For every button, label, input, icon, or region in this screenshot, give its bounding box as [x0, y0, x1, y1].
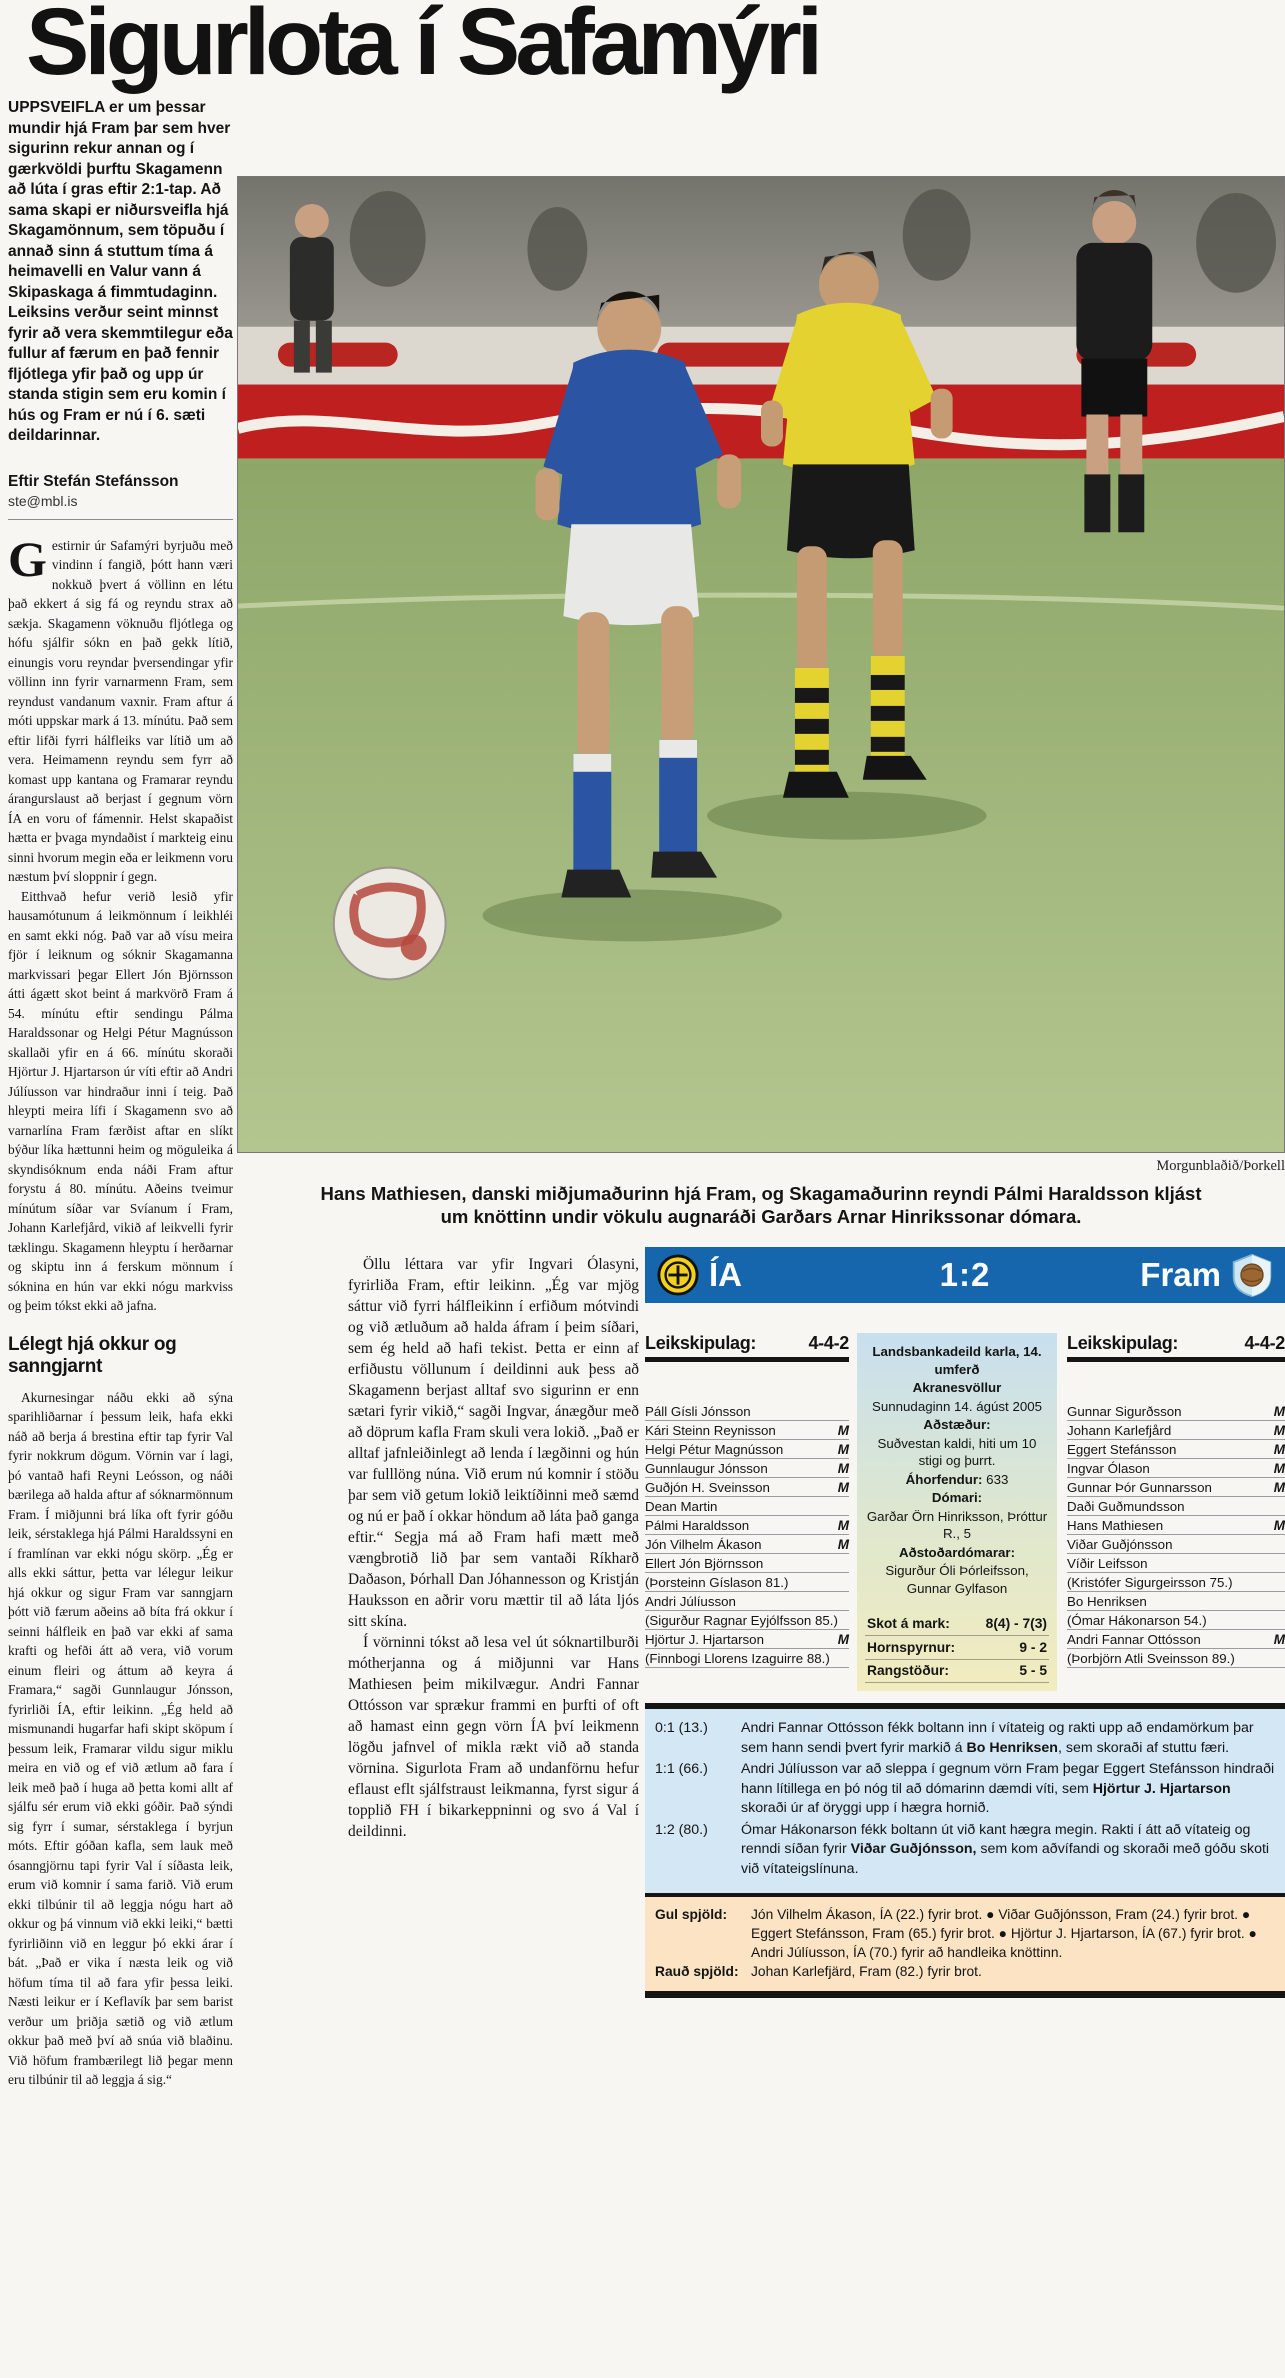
home-lineup — [645, 1333, 857, 1691]
away-team — [1053, 1253, 1273, 1297]
player-name: Pálmi Haraldsson — [645, 1517, 750, 1533]
article-paragraph-2: Eitthvað hefur verið lesið yfir hausamótunum á leikmönnum í leikhléi en samt ekki nóg. Það var að vísu meira fjör í leiknum og sóknir Skagamanna markvissari þegar Ellert Jón Björnsson átti ágætt skot beint á markvörð Fram á 54. mínútu eftir sendingu Pálma Haraldssonar og Helgi Pétur Magnússon skallaði yfir en á 66. mínútu skoraði Hjörtur J. Hjartarson úr víti eftir að Andri Júlíusson var hindraður inni í teig. Það hleypti meira lífi í Skagamenn svo að varnarlína Fram færðist aftar en slíkt býður líka hættunni heim og möguleika á skyndisóknum enda náði Fram aftur forystu á 80. mínútu. Aðeins tveimur mínútum síðar var Svíanum í Fram, Johann Karlefjård, vikið af leikvelli fyrir tæklingu. Skagamenn hleyptu í herðarnar og skiptu inn á ferskum mönnum í sóknina en hún var ekki nógu markviss og þeim tókst ekki að jafna. — [8, 888, 233, 1313]
goal-scorer: Viðar Guðjónsson, — [850, 1841, 977, 1857]
player-row — [645, 1573, 849, 1592]
article-subhead: Lélegt hjá okkur og sanngjarnt — [8, 1333, 177, 1377]
player-name: (Þorsteinn Gíslason 81.) — [645, 1574, 789, 1590]
stat-label: Hornspyrnur: — [867, 1639, 956, 1655]
attendance-line — [865, 1471, 1049, 1489]
player-m-flag: M — [837, 1479, 849, 1495]
goal-row — [655, 1821, 1275, 1880]
player-name: Eggert Stefánsson — [1067, 1441, 1177, 1457]
player-row — [1067, 1440, 1285, 1459]
stat-label: Rangstöður: — [867, 1663, 950, 1678]
player-m-flag: M — [1273, 1479, 1285, 1495]
red-cards-label: Rauð spjöld: — [655, 1964, 739, 1979]
player-name: (Þorbjörn Atli Sveinsson 89.) — [1067, 1650, 1235, 1666]
player-row — [1067, 1649, 1285, 1668]
goal-score: 0:1 (13.) — [655, 1720, 708, 1736]
paragraph-text: estirnir úr Safamýri byrjuðu með vindinn í fangið, þótt hann væri nokkuð þvert á völlinn en létu það ekkert á sig fá og reyndu strax að sækja. Skagamenn vöknuðu fljótlega og hófu sjálfir sókn en það gekk lítið, einungis voru reyndar þversendingar yfir völlinn inn fyrir varnarmenn Fram, sem reyndust vandanum vaxnir. Fram aftur á móti uppskar mark á 13. mínútu. Það sem eftir lifði fyrri hálfleiks var lítið um að vera. Heimamenn reyndu sem fyrr að komast upp kantana og Framarar reyndu árangurslaust að berjast í gegnum vörn ÍA en voru of fámennir. Helst skapaðist hætta er þvaga myndaðist í markteig einu sinni hvorum megin eða er leikmenn voru næstum því sloppnir í gegn. — [8, 537, 233, 884]
player-row — [1067, 1402, 1285, 1421]
goals-timeline — [645, 1703, 1285, 1893]
player-row — [1067, 1592, 1285, 1611]
player-name: Andri Fannar Ottósson — [1067, 1631, 1201, 1647]
formation-label: Leikskipulag: — [645, 1333, 757, 1353]
stat-row — [865, 1613, 1049, 1637]
home-player-list — [645, 1402, 849, 1668]
player-name: Gunnar Sigurðsson — [1067, 1403, 1182, 1419]
player-m-flag: M — [837, 1536, 849, 1552]
player-name: (Finnbogi Llorens Izaguirre 88.) — [645, 1650, 830, 1666]
player-m-flag: M — [837, 1631, 849, 1647]
player-row — [645, 1630, 849, 1649]
player-name: Dean Martin — [645, 1498, 718, 1514]
away-player-list — [1067, 1402, 1285, 1668]
player-name: Hans Mathiesen — [1067, 1517, 1164, 1533]
assistants-label: Aðstoðardómarar: — [899, 1544, 1015, 1560]
player-name: Viðar Guðjónsson — [1067, 1536, 1173, 1552]
headline: Sigurlota í Safamýri — [26, 0, 819, 95]
player-name: Hjörtur J. Hjartarson — [645, 1631, 764, 1647]
player-name: Bo Henriksen — [1067, 1593, 1147, 1609]
fram-badge-icon — [1231, 1253, 1273, 1297]
photo-credit: Morgunblaðið/Þorkell — [1156, 1158, 1285, 1174]
stat-value: 9 - 2 — [1019, 1639, 1047, 1655]
conditions-value: Suðvestan kaldi, hiti um 10 stigi og þurrt. — [877, 1435, 1037, 1468]
league-line: Landsbankadeild karla, 14. umferð — [872, 1344, 1042, 1377]
player-row — [645, 1402, 849, 1421]
player-row — [645, 1554, 849, 1573]
player-name: (Ómar Hákonarson 54.) — [1067, 1612, 1207, 1628]
player-name: Jón Vilhelm Ákason — [645, 1536, 762, 1552]
home-team-name: ÍA — [709, 1256, 742, 1293]
byline-email: ste@mbl.is — [8, 492, 78, 509]
match-photo-illustration — [238, 177, 1284, 1152]
player-row — [645, 1516, 849, 1535]
formation-value: 4-4-2 — [808, 1333, 849, 1353]
referee-value: Garðar Örn Hinriksson, Þróttur R., 5 — [866, 1508, 1048, 1541]
player-m-flag: M — [1273, 1460, 1285, 1476]
yellow-cards-text: Jón Vilhelm Ákason, ÍA (22.) fyrir brot. ● Viðar Guðjónsson, Fram (24.) fyrir brot. ● Eggert Stefánsson, Fram (65.) fyrir brot. ● Hjörtur J. Hjartarson, ÍA (67.) fyrir brot. ● Andri Júlíusson, ÍA (70.) fyrir að handleika knöttinn. — [751, 1907, 1257, 1960]
player-name: Kári Steinn Reynisson — [645, 1422, 776, 1438]
yellow-cards-label: Gul spjöld: — [655, 1907, 728, 1922]
red-cards-text: Johan Karlefjärd, Fram (82.) fyrir brot. — [751, 1964, 982, 1979]
away-lineup — [1057, 1333, 1285, 1691]
player-m-flag: M — [837, 1441, 849, 1457]
player-name: (Kristófer Sigurgeirsson 75.) — [1067, 1574, 1233, 1590]
player-m-flag: M — [1273, 1441, 1285, 1457]
player-name: (Sigurður Ragnar Eyjólfsson 85.) — [645, 1612, 838, 1628]
player-row — [645, 1440, 849, 1459]
score-bar — [645, 1247, 1285, 1303]
attendance-value: 633 — [986, 1471, 1009, 1487]
formation-value: 4-4-2 — [1244, 1333, 1285, 1353]
final-score: 1:2 — [939, 1256, 991, 1293]
player-row — [645, 1459, 849, 1478]
venue-line: Akranesvöllur — [912, 1380, 1002, 1395]
player-name: Andri Júlíusson — [645, 1593, 736, 1609]
home-formation-header — [645, 1333, 849, 1362]
article-paragraph-1 — [8, 530, 233, 887]
player-row — [1067, 1516, 1285, 1535]
player-row — [1067, 1611, 1285, 1630]
left-column — [8, 98, 233, 2370]
referee-label: Dómari: — [931, 1490, 983, 1505]
red-cards-row — [655, 1962, 1275, 1981]
player-row — [645, 1478, 849, 1497]
player-m-flag: M — [1273, 1422, 1285, 1438]
match-stats — [865, 1613, 1049, 1684]
player-m-flag: M — [837, 1460, 849, 1476]
stat-value: 8(4) - 7(3) — [985, 1616, 1047, 1631]
away-formation-header — [1067, 1333, 1285, 1362]
stat-row — [865, 1660, 1049, 1684]
middle-column — [348, 1254, 639, 2366]
player-m-flag: M — [1273, 1631, 1285, 1647]
attendance-label: Áhorfendur: — [905, 1471, 983, 1487]
player-row — [1067, 1535, 1285, 1554]
article-paragraph-5: Í vörninni tókst að lesa vel út sóknartilburði mótherjanna og á miðjunni var Hans Mathiesen þeim mikilvægur. Andri Fannar Ottósson var sprækur frammi en þurfti of oft að hamast einn gegn vörn ÍA því leikmenn lögðu jafnvel of mikla rækt við að standa vörnina. Sigurlota Fram að undanförnu hefur eflaust eflt sjálfstraust leikmanna, fyrst sigur á topplið FH í bikarkeppninni og svo á Val í deildinni. — [348, 1634, 639, 1840]
article-paragraph-4: Öllu léttara var yfir Ingvari Ólasyni, fyrirliða Fram, eftir leikinn. „Ég var mjög sáttur við fyrri hálfleikinn í erfiðum mótvindi og við ætluðum að halda áfram í þeim síðari, sem ég held að hafi tekist. Þetta er einn af erfiðustu völlunum í deildinni auk þess að Skagamenn berjast alltaf svo sigurinn er enn sætari fyrir vikið,“ sagði Ingvar, ánægður með að döprum kafla Fram skuli vera lokið. „Það er alltaf jafnleiðinlegt að lenda í lægðinni og hún var fulllöng núna. Við erum nú komnir í stöðu þar sem við getum lokið leiktíðinni með sæmd og nú er það í okkar höndum að láta það ganga eftir.“ Segja má að Fram hafi mætt með vængbrotið lið þar sem vantaði Ríkharð Daðason, Þórhall Dan Jóhannesson og Kristján Hauksson en aðrir voru mættir til að láta ljós sitt skína. — [348, 1256, 639, 1630]
player-name: Gunnlaugur Jónsson — [645, 1460, 768, 1476]
date-line: Sunnudaginn 14. ágúst 2005 — [871, 1398, 1043, 1414]
player-name: Guðjón H. Sveinsson — [645, 1479, 770, 1495]
stat-value: 5 - 5 — [1019, 1663, 1047, 1678]
assistants-value: Sigurður Óli Þórleifsson, Gunnar Gylfason — [885, 1563, 1029, 1596]
player-name: Ingvar Ólason — [1067, 1460, 1150, 1476]
goal-description: Andri Fannar Ottósson fékk boltann inn í vítateig og rakti upp að endamörkum þar sem hann sendi þvert fyrir markið á Bo Henriksen, sem skoraði af stuttu færi. — [741, 1720, 1254, 1756]
player-row — [1067, 1421, 1285, 1440]
goal-score: 1:2 (80.) — [655, 1821, 708, 1838]
player-row — [1067, 1573, 1285, 1592]
match-report-box — [645, 1247, 1285, 1998]
photo-caption: Hans Mathiesen, danski miðjumaðurinn hjá Fram, og Skagamaðurinn reyndi Pálmi Haraldsson kljást um knöttinn undir vökulu augnaráði Garðars Arnar Hinrikssonar dómara. — [320, 1183, 1202, 1227]
goal-scorer: Hjörtur J. Hjartarson — [1092, 1780, 1231, 1797]
formation-label: Leikskipulag: — [1067, 1333, 1179, 1353]
byline — [8, 473, 233, 520]
home-team — [657, 1253, 877, 1297]
goal-description: Andri Júlíusson var að sleppa í gegnum vörn Fram þegar Eggert Stefánsson hindraði hann lítillega en þó nóg til að dómarinn dæmdi víti, sem Hjörtur J. Hjartarson skoraði úr af öryggi upp í hægra hornið. — [741, 1761, 1275, 1816]
football — [334, 868, 446, 980]
player-name: Páll Gísli Jónsson — [645, 1403, 751, 1419]
stat-label: Skot á mark: — [867, 1616, 950, 1631]
player-name: Helgi Pétur Magnússon — [645, 1441, 784, 1457]
player-row — [645, 1592, 849, 1611]
player-row — [1067, 1630, 1285, 1649]
stat-row — [865, 1636, 1049, 1660]
player-m-flag: M — [837, 1517, 849, 1533]
player-name: Johann Karlefjård — [1067, 1422, 1172, 1438]
player-row — [1067, 1478, 1285, 1497]
player-row — [1067, 1497, 1285, 1516]
player-row — [1067, 1554, 1285, 1573]
byline-author: Eftir Stefán Stefánsson — [8, 472, 179, 490]
player-name: Víðir Leifsson — [1067, 1555, 1148, 1571]
player-m-flag: M — [837, 1422, 849, 1438]
player-row — [645, 1649, 849, 1668]
article-paragraph-3: Akurnesingar náðu ekki að sýna sparihliðarnar í þessum leik, hafa ekki náð að berja á brestina eftir tap fyrir Val fyrir nokkrum dögum. Vörnin var í lagi, þó vantað hafi Reyni Leósson, og náði bærilega að halda aftur af sóknarmönnum Fram. Í miðjunni brá líka oft fyrir góðu leik, sérstaklega hjá Pálmi Haraldssyni en í framlínan var ekki nógu skörp. „Ég er alls ekki sáttur, þetta var lélegur leikur hjá okkur og sigur Fram var sanngjarn þótt við færum aðeins að bíta frá okkur í seinni hálfleik en það var ekki af sama krafti og hefði átt að vera, við vorum einum fleiri og áttum að keyra á Framara,“ sagði Gunnlaugur Jónsson, fyrirliði ÍA, eftir leikinn. „Ég held að mismunandi hugarfar hafi skipt sköpum í þessum leik, Framarar vildu sigur miklu meira en við og ef við ætlum að fara í leik með það í huga að þetta komi allt af sjálfu sér erum við ekki góðir. Það sýndi sig fyrr í sumar, sérstaklega í byrjun móts. Eftir góðan kafla, sem lauk með ósanngjörnu tapi fyrir Val í síðasta leik, erum við komnir í sama farið. Við erum ekki tilbúnir til að leggja nógu hart að okkur og þá vinnum við ekki leiki,“ bætti fyrirliðinn við en leggur þó ekki árar í bát. „Það er vika í næsta leik og við höfum tíma til að fara yfir þessa leiki. Næsti leikur er í Keflavík þar sem barist verður um þriðja sætið og við ætlum okkur það með því að snúa við blaðinu. Við höfum frambærilegt lið þegar menn eru tilbúnir til að leggja á sig.“ — [8, 1389, 233, 2087]
goal-row — [655, 1719, 1275, 1758]
ia-badge-icon — [657, 1253, 699, 1297]
yellow-cards-row — [655, 1905, 1275, 1962]
goal-row — [655, 1760, 1275, 1819]
cards-panel — [645, 1893, 1285, 1998]
player-row — [645, 1535, 849, 1554]
match-info-panel — [857, 1333, 1057, 1691]
player-name: Gunnar Þór Gunnarsson — [1067, 1479, 1212, 1495]
player-row — [645, 1611, 849, 1630]
player-row — [645, 1497, 849, 1516]
goal-scorer: Bo Henriksen — [966, 1739, 1058, 1756]
player-name: Ellert Jón Björnsson — [645, 1555, 764, 1571]
lead-paragraph: UPPSVEIFLA er um þessar mundir hjá Fram þar sem hver sigurinn rekur annan og í gærkvöldi þurftu Skagamenn að lúta í gras eftir 2:1-tap. Að sama skapi er niðursveifla hjá Skagamönnum, sem töpuðu í annað sinn á stuttum tíma á heimavelli en Valur vann á Skipaskaga á fimmtudaginn. Leiksins verður seint minnst fyrir að vera skemmtilegur eða fullur af færum en það fennir fljótlega yfir það og upp úr standa stigin sem eru komin í hús og Fram er nú í 6. sæti deildarinnar. — [8, 99, 233, 444]
away-team-name: Fram — [1140, 1256, 1221, 1293]
match-photo — [237, 176, 1285, 1153]
goal-description: Ómar Hákonarson fékk boltann út við kant hægra megin. Rakti í átt að vítateig og renndi síðan fyrir Viðar Guðjónsson, sem kom aðvífandi og skoraði með góðu skoti við vítateigslínuna. — [741, 1821, 1270, 1877]
conditions-label: Aðstæður: — [923, 1417, 991, 1432]
player-row — [645, 1421, 849, 1440]
player-name: Daði Guðmundsson — [1067, 1498, 1185, 1514]
player-m-flag: M — [1273, 1517, 1285, 1533]
drop-cap: G — [8, 530, 47, 587]
player-m-flag: M — [1273, 1403, 1285, 1419]
goal-score: 1:1 (66.) — [655, 1761, 708, 1777]
player-row — [1067, 1459, 1285, 1478]
